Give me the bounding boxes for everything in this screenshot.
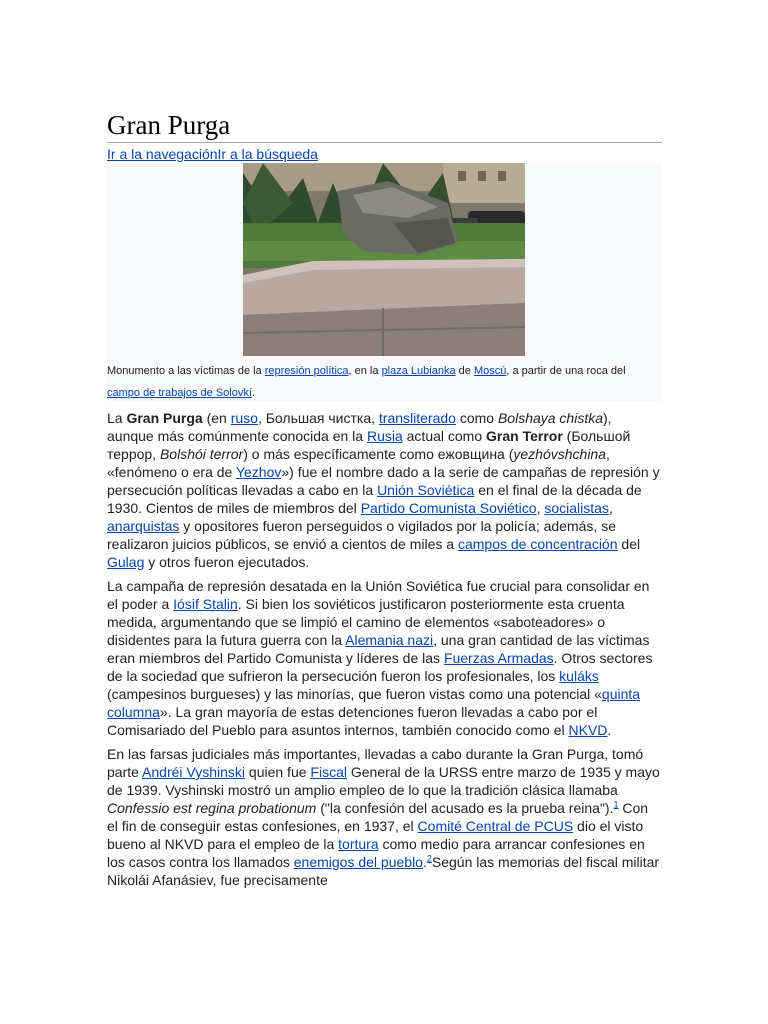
link-socialistas[interactable]: socialistas (544, 500, 609, 516)
page-title: Gran Purga (107, 108, 662, 143)
caption-text: . (251, 387, 255, 399)
link-anarquistas[interactable]: anarquistas (107, 518, 180, 534)
figure (107, 163, 662, 401)
caption-text: , en la (348, 365, 382, 377)
article-body (107, 409, 662, 895)
reference-2[interactable]: 2 (426, 853, 432, 864)
link-gulag[interactable]: Gulag (107, 554, 145, 570)
link-nkvd[interactable]: NKVD (568, 722, 608, 738)
jump-links (107, 145, 318, 163)
jump-to-search-link[interactable]: Ir a la búsqueda (217, 146, 318, 162)
link-fiscal[interactable]: Fiscal (310, 764, 347, 780)
bold-term: Gran Purga (126, 410, 203, 426)
link-fuerzas-armadas[interactable]: Fuerzas Armadas (443, 650, 554, 666)
bold-term: Gran Terror (486, 428, 563, 444)
link-plaza-lubianka[interactable]: plaza Lubianka (381, 365, 456, 377)
link-iosif-stalin[interactable]: Iósif Stalin (173, 596, 238, 612)
link-kulaks[interactable]: kuláks (559, 668, 599, 684)
link-union-sovietica[interactable]: Unión Soviética (377, 482, 475, 498)
paragraph-1: La Gran Purga (en ruso, Большая чистка, transliterado como Bolshaya chistka), aunque más comúnmente conocida en la Rusia actual como Gran Terror (Большой террор, Bolshói terror) o más específicamente como ежовщина (yezhóvshchina, «fenómeno o era de Yezhov») fue el nombre dado a la serie de campañas de represión y persecución políticas llevadas a cabo en la Unión Soviética en el final de la década de 1930. Cientos de miles de miembros del Partido Comunista Soviético, socialistas, anarquistas y opositores fueron perseguidos o vigilados por la policía; además, se realizaron juicios públicos, se envió a cientos de miles a campos de concentración del Gulag y otros fueron ejecutados. (107, 410, 660, 570)
link-ruso[interactable]: ruso (230, 410, 258, 426)
link-represion-politica[interactable]: represión política (264, 365, 349, 377)
caption-text: , a partir de una roca del (506, 365, 626, 377)
caption-text: de (455, 365, 474, 377)
link-enemigos-del-pueblo[interactable]: enemigos del pueblo (293, 854, 423, 870)
reference-1[interactable]: 1 (613, 799, 619, 810)
jump-to-navigation-link[interactable]: Ir a la navegación (107, 146, 218, 162)
link-rusia[interactable]: Rusia (366, 428, 403, 444)
link-tortura[interactable]: tortura (338, 836, 379, 852)
link-quinta-columna[interactable]: quinta columna (107, 686, 641, 720)
link-transliterado[interactable]: transliterado (378, 410, 456, 426)
link-campo-solovki[interactable]: campo de trabajos de Solovkí (107, 387, 252, 399)
paragraph-3: En las farsas judiciales más importantes, llevadas a cabo durante la Gran Purga, tomó parte Andréi Vyshinski quien fue Fiscal General de la URSS entre marzo de 1935 y mayo de 1939. Vyshinski mostró un amplio empleo de lo que la tradición clásica llamaba Confessio est regina probationum ("la confesión del acusado es la prueba reina").$^1$ Con el fin de conseguir estas confesiones, en 1937, el Comité Central de PCUS dio el visto bueno al NKVD para el empleo de la tortura como medio para arrancar confesiones en los casos contra los llamados enemigos del pueblo.$^2$Según las memorias del fiscal militar Nikolái Afanásiev, fue precisamente (107, 746, 660, 888)
link-alemania-nazi[interactable]: Alemania nazi (345, 632, 434, 648)
paragraph-2: La campaña de represión desatada en la Unión Soviética fue crucial para consolidar en el poder a Iósif Stalin. Si bien los soviéticos justificaron posteriormente esta cruenta medida, argumentando que se limpió el camino de elementos «saboteadores» o disidentes para la futura guerra con la Alemania nazi, una gran cantidad de las víctimas eran miembros del Partido Comunista y líderes de las Fuerzas Armadas. Otros sectores de la sociedad que sufrieron la persecución fueron los profesionales, los kuláks (campesinos burgueses) y las minorías, que fueron vistas como una potencial «quinta columna». La gran mayoría de estas detenciones fueron llevadas a cabo por el Comisariado del Pueblo para asuntos internos, también conocido como el NKVD. (107, 578, 653, 738)
figure-caption (107, 360, 659, 404)
link-andrei-vyshinski[interactable]: Andréi Vyshinski (142, 764, 246, 780)
link-partido-comunista[interactable]: Partido Comunista Soviético (360, 500, 537, 516)
caption-text: Monumento a las víctimas de la (107, 365, 265, 377)
monument-photo[interactable] (243, 163, 525, 356)
link-campos-concentracion[interactable]: campos de concentración (457, 536, 618, 552)
link-yezhov[interactable]: Yezhov (235, 464, 282, 480)
link-comite-central[interactable]: Comité Central de PCUS (417, 818, 574, 834)
link-moscu[interactable]: Moscú (473, 365, 507, 377)
